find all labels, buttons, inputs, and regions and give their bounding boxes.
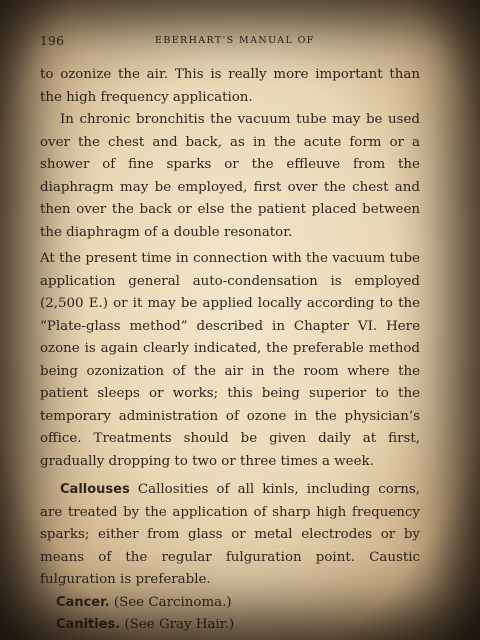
entry-cancer [56, 592, 420, 615]
entry-text-cancer: (See Carcinoma.) [109, 594, 232, 610]
entry-callouses [40, 479, 420, 592]
book-page [40, 30, 420, 637]
entry-heading-cancer: Cancer. [56, 594, 110, 610]
paragraph-chronic-bronchitis: In chronic bronchitis the vacuum tube may be used over the chest and back, as in the acute form or a shower of fine sparks or the effleuve from the diaphragm may be employed, first over the chest and then over the back or else the patient placed between the diaphragm of a double resonator. [40, 112, 420, 240]
paragraph-ozonize: to ozonize the air. This is really more important than the high frequency application. [40, 67, 420, 105]
page-number: 196 [40, 34, 65, 48]
entry-text-canities: (See Gray Hair.) [120, 617, 235, 632]
entry-heading-canities: Canities. [56, 617, 121, 632]
running-head: EBERHART'S MANUAL OF [155, 35, 315, 46]
entry-canities [56, 614, 420, 637]
page-header [40, 30, 420, 52]
entry-text-callouses: Callosities of all kinls, including corns, are treated by the application of sharp high frequency sparks; either from glass or metal electrodes or by means of the regular fulguration point. Caustic fulguration is preferable. [40, 482, 420, 587]
entry-heading-callouses: Callouses [60, 482, 130, 497]
paragraph-present-time: At the present time in connection with the vacuum tube application general auto-condensation is employed (2,500 E.) or it may be applied locally according to the “Plate-glass method” described in Chapter VI. Here ozone is again clearly indicated, the preferable method being ozonization of the air in the room where the patient sleeps or works; this being superior to the temporary administration of ozone in the physician’s office. Treatments should be given daily at first, gradually dropping to two or three times a week. [40, 251, 420, 469]
